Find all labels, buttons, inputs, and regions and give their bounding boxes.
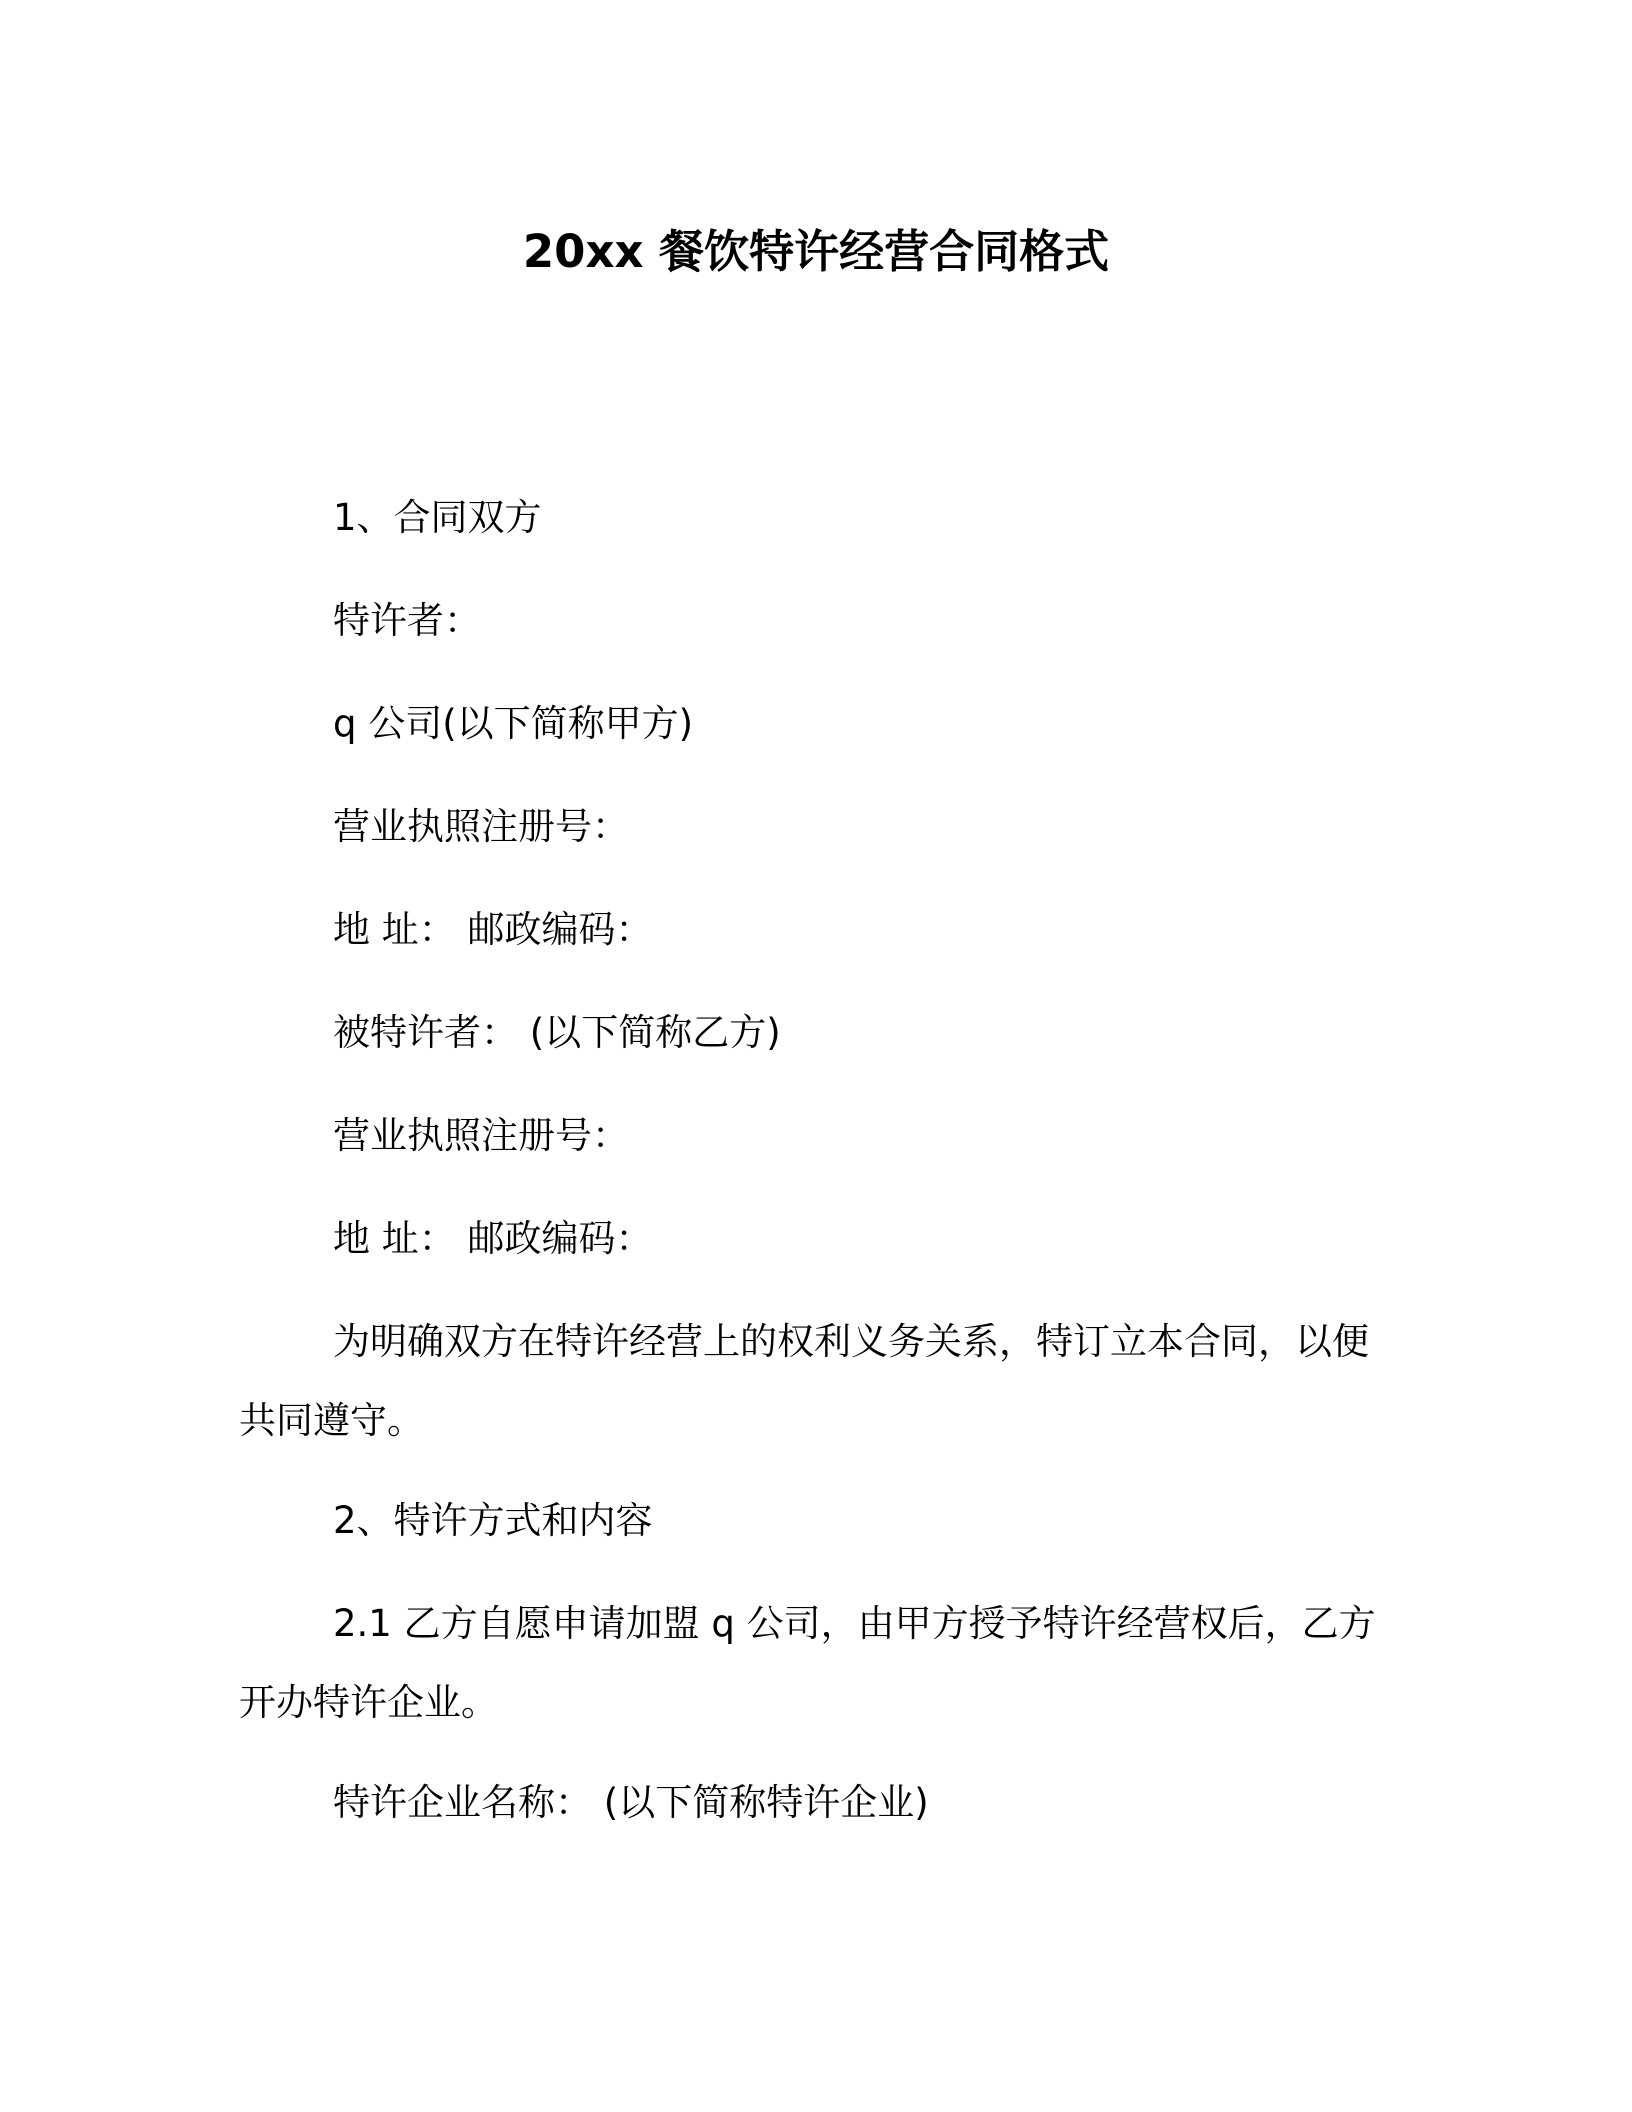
clause-2-1-paragraph: 2.1 乙方自愿申请加盟 q 公司，由甲方授予特许经营权后，乙方开办特许企业。 [239, 1602, 1376, 1724]
section-2-heading: 2、特许方式和内容 [333, 1499, 653, 1542]
franchisor-label: 特许者： [333, 599, 481, 642]
section-1-heading: 1、合同双方 [333, 496, 542, 539]
party-a-address-postcode: 地 址： 邮政编码： [333, 908, 653, 951]
purpose-paragraph: 为明确双方在特许经营上的权利义务关系，特订立本合同，以便共同遵守。 [239, 1320, 1369, 1442]
party-a-company: q 公司(以下简称甲方) [333, 702, 694, 745]
party-a-license-number: 营业执照注册号： [333, 805, 629, 848]
franchisee-label: 被特许者： (以下简称乙方) [333, 1011, 781, 1054]
document-title: 20xx 餐饮特许经营合同格式 [522, 225, 1110, 278]
party-b-address-postcode: 地 址： 邮政编码： [333, 1217, 653, 1260]
party-b-license-number: 营业执照注册号： [333, 1114, 629, 1157]
franchise-enterprise-name-line: 特许企业名称： (以下简称特许企业) [333, 1781, 929, 1824]
